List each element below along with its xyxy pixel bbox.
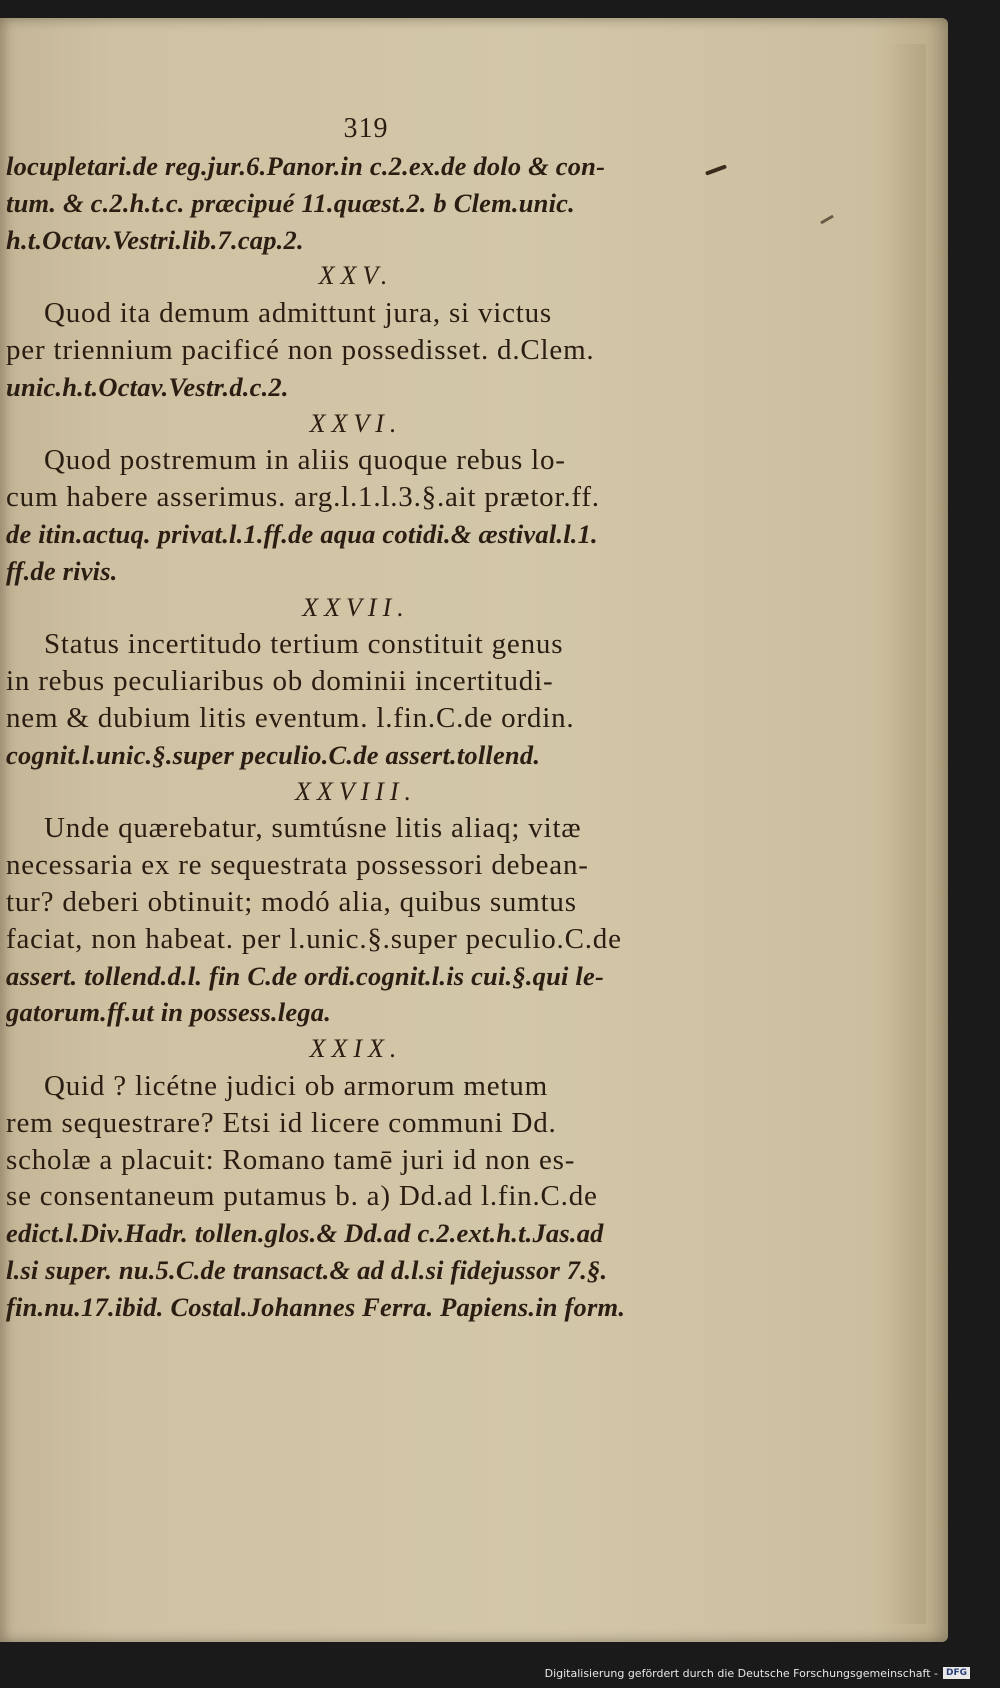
- text-line: per triennium pacificé non possedisset. d.Clem.: [6, 333, 595, 366]
- section-heading: XXVIII.: [294, 776, 418, 806]
- section-heading: XXVII.: [302, 592, 410, 622]
- ink-mark: [705, 164, 727, 175]
- text-line: nem & dubium litis eventum. l.fin.C.de ordin.: [6, 701, 575, 734]
- text-line: Quod postremum in aliis quoque rebus lo-: [44, 444, 566, 477]
- text-line: assert. tollend.d.l. fin C.de ordi.cognit.l.is cui.§.qui le-: [6, 960, 604, 991]
- text-line: faciat, non habeat. per l.unic.§.super peculio.C.de: [6, 922, 622, 955]
- text-line: ff.de rivis.: [6, 555, 118, 586]
- text-line: se consentaneum putamus b. a) Dd.ad l.fin.C.de: [6, 1180, 598, 1213]
- digitization-footer: [545, 1664, 970, 1682]
- book-page: [0, 18, 948, 1642]
- section-heading: XXV.: [318, 261, 394, 291]
- page-bleed-shadow: [886, 44, 926, 1624]
- text-line: unic.h.t.Octav.Vestr.d.c.2.: [6, 371, 289, 402]
- section-heading: XXIX.: [309, 1034, 403, 1064]
- text-line: rem sequestrare? Etsi id licere communi Dd.: [6, 1106, 557, 1139]
- text-line: locupletari.de reg.jur.6.Panor.in c.2.ex.de dolo & con-: [6, 151, 606, 181]
- text-block: [6, 110, 696, 1326]
- text-line: in rebus peculiaribus ob dominii incertitudi-: [6, 665, 554, 698]
- text-line: gatorum.ff.ut in possess.lega.: [6, 997, 332, 1028]
- text-line: necessaria ex re sequestrata possessori debean-: [6, 849, 589, 882]
- text-line: tum. & c.2.h.t.c. præcipué 11.quæst.2. b Clem.unic.: [6, 187, 575, 218]
- text-line: scholæ a placuit: Romano tamē juri id non es-: [6, 1143, 576, 1176]
- ink-mark: [820, 215, 834, 225]
- text-line: cognit.l.unic.§.super peculio.C.de assert.tollend.: [6, 739, 541, 770]
- text-line: Unde quærebatur, sumtúsne litis aliaq; vitæ: [44, 812, 582, 845]
- text-line: l.si super. nu.5.C.de transact.& ad d.l.si fidejussor 7.§.: [6, 1254, 608, 1285]
- text-line: tur? deberi obtinuit; modó alia, quibus sumtus: [6, 885, 577, 918]
- section-heading: XXVI.: [309, 408, 403, 438]
- text-line: Quid ? licétne judici ob armorum metum: [44, 1069, 548, 1102]
- text-line: edict.l.Div.Hadr. tollen.glos.& Dd.ad c.2.ext.h.t.Jas.ad: [6, 1218, 604, 1249]
- text-line: Quod ita demum admittunt jura, si victus: [44, 297, 553, 330]
- text-line: cum habere asserimus. arg.l.1.l.3.§.ait prætor.ff.: [6, 481, 600, 514]
- dfg-logo: DFG: [943, 1667, 970, 1679]
- text-line: de itin.actuq. privat.l.1.ff.de aqua cotidi.& æstival.l.1.: [6, 518, 598, 549]
- page-number: 319: [343, 113, 389, 144]
- text-line: fin.nu.17.ibid. Costal.Johannes Ferra. Papiens.in form.: [6, 1291, 626, 1322]
- text-line: h.t.Octav.Vestri.lib.7.cap.2.: [6, 224, 304, 255]
- footer-credit: Digitalisierung gefördert durch die Deutsche Forschungsgemeinschaft -: [544, 1666, 938, 1680]
- text-line: Status incertitudo tertium constituit genus: [44, 628, 564, 661]
